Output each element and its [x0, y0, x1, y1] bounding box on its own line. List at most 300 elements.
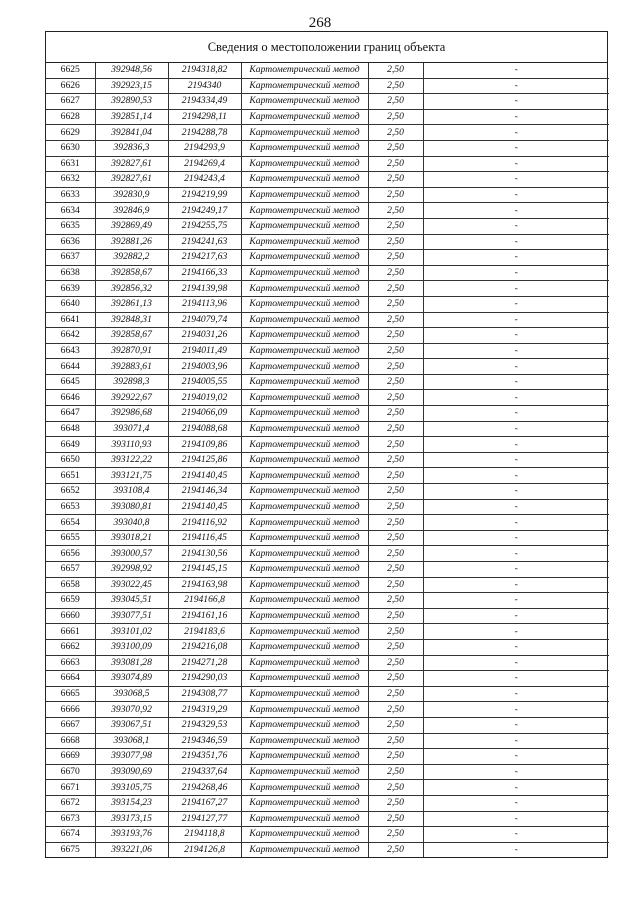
accuracy-cell: 2,50	[368, 780, 423, 796]
description-cell: -	[423, 234, 609, 250]
point-number-cell: 6666	[46, 702, 95, 718]
x-coordinate-cell: 392851,14	[95, 109, 168, 125]
x-coordinate-cell: 393068,5	[95, 686, 168, 702]
x-coordinate-cell: 392861,13	[95, 296, 168, 312]
table-row	[46, 624, 609, 640]
point-number-cell: 6655	[46, 530, 95, 546]
y-coordinate-cell: 2194340	[168, 78, 241, 94]
x-coordinate-cell: 393108,4	[95, 484, 168, 500]
x-coordinate-cell: 392827,61	[95, 156, 168, 172]
x-coordinate-cell: 392986,68	[95, 406, 168, 422]
table-row	[46, 733, 609, 749]
y-coordinate-cell: 2194293,9	[168, 140, 241, 156]
method-cell: Картометрический метод	[241, 686, 368, 702]
point-number-cell: 6647	[46, 406, 95, 422]
description-cell: -	[423, 343, 609, 359]
point-number-cell: 6650	[46, 452, 95, 468]
table-row	[46, 172, 609, 188]
accuracy-cell: 2,50	[368, 328, 423, 344]
x-coordinate-cell: 393071,4	[95, 421, 168, 437]
method-cell: Картометрический метод	[241, 608, 368, 624]
point-number-cell: 6651	[46, 468, 95, 484]
method-cell: Картометрический метод	[241, 218, 368, 234]
y-coordinate-cell: 2194145,15	[168, 562, 241, 578]
x-coordinate-cell: 392898,3	[95, 374, 168, 390]
table-row	[46, 296, 609, 312]
y-coordinate-cell: 2194003,96	[168, 359, 241, 375]
x-coordinate-cell: 392846,9	[95, 203, 168, 219]
accuracy-cell: 2,50	[368, 764, 423, 780]
point-number-cell: 6671	[46, 780, 95, 796]
method-cell: Картометрический метод	[241, 125, 368, 141]
description-cell: -	[423, 218, 609, 234]
description-cell: -	[423, 437, 609, 453]
table-row	[46, 218, 609, 234]
point-number-cell: 6626	[46, 78, 95, 94]
accuracy-cell: 2,50	[368, 172, 423, 188]
point-number-cell: 6672	[46, 795, 95, 811]
description-cell: -	[423, 624, 609, 640]
description-cell: -	[423, 390, 609, 406]
accuracy-cell: 2,50	[368, 234, 423, 250]
table-row	[46, 593, 609, 609]
point-number-cell: 6646	[46, 390, 95, 406]
x-coordinate-cell: 393193,76	[95, 827, 168, 843]
table-row	[46, 109, 609, 125]
coordinates-table	[46, 63, 609, 857]
y-coordinate-cell: 2194288,78	[168, 125, 241, 141]
description-cell: -	[423, 140, 609, 156]
description-cell: -	[423, 811, 609, 827]
accuracy-cell: 2,50	[368, 452, 423, 468]
table-row	[46, 484, 609, 500]
y-coordinate-cell: 2194346,59	[168, 733, 241, 749]
accuracy-cell: 2,50	[368, 203, 423, 219]
y-coordinate-cell: 2194011,49	[168, 343, 241, 359]
y-coordinate-cell: 2194308,77	[168, 686, 241, 702]
point-number-cell: 6628	[46, 109, 95, 125]
description-cell: -	[423, 125, 609, 141]
accuracy-cell: 2,50	[368, 296, 423, 312]
table-row	[46, 780, 609, 796]
method-cell: Картометрический метод	[241, 484, 368, 500]
y-coordinate-cell: 2194031,26	[168, 328, 241, 344]
table-row	[46, 795, 609, 811]
method-cell: Картометрический метод	[241, 94, 368, 110]
point-number-cell: 6675	[46, 842, 95, 857]
accuracy-cell: 2,50	[368, 795, 423, 811]
y-coordinate-cell: 2194005,55	[168, 374, 241, 390]
table-row	[46, 312, 609, 328]
table-row	[46, 827, 609, 843]
description-cell: -	[423, 593, 609, 609]
point-number-cell: 6629	[46, 125, 95, 141]
accuracy-cell: 2,50	[368, 546, 423, 562]
x-coordinate-cell: 392856,32	[95, 281, 168, 297]
table-row	[46, 421, 609, 437]
description-cell: -	[423, 265, 609, 281]
y-coordinate-cell: 2194163,98	[168, 577, 241, 593]
x-coordinate-cell: 392923,15	[95, 78, 168, 94]
y-coordinate-cell: 2194249,17	[168, 203, 241, 219]
x-coordinate-cell: 392881,26	[95, 234, 168, 250]
accuracy-cell: 2,50	[368, 484, 423, 500]
method-cell: Картометрический метод	[241, 172, 368, 188]
accuracy-cell: 2,50	[368, 749, 423, 765]
description-cell: -	[423, 749, 609, 765]
point-number-cell: 6669	[46, 749, 95, 765]
y-coordinate-cell: 2194241,63	[168, 234, 241, 250]
accuracy-cell: 2,50	[368, 421, 423, 437]
point-number-cell: 6633	[46, 187, 95, 203]
description-cell: -	[423, 156, 609, 172]
description-cell: -	[423, 312, 609, 328]
point-number-cell: 6627	[46, 94, 95, 110]
table-header-title: Сведения о местоположении границ объекта	[46, 32, 607, 63]
accuracy-cell: 2,50	[368, 686, 423, 702]
table-row	[46, 187, 609, 203]
description-cell: -	[423, 250, 609, 266]
x-coordinate-cell: 393101,02	[95, 624, 168, 640]
y-coordinate-cell: 2194130,56	[168, 546, 241, 562]
y-coordinate-cell: 2194079,74	[168, 312, 241, 328]
y-coordinate-cell: 2194125,86	[168, 452, 241, 468]
description-cell: -	[423, 421, 609, 437]
y-coordinate-cell: 2194166,33	[168, 265, 241, 281]
description-cell: -	[423, 63, 609, 78]
point-number-cell: 6634	[46, 203, 95, 219]
y-coordinate-cell: 2194066,09	[168, 406, 241, 422]
accuracy-cell: 2,50	[368, 437, 423, 453]
point-number-cell: 6657	[46, 562, 95, 578]
boundary-table-sheet	[45, 31, 608, 858]
description-cell: -	[423, 795, 609, 811]
table-row	[46, 702, 609, 718]
x-coordinate-cell: 393090,69	[95, 764, 168, 780]
method-cell: Картометрический метод	[241, 842, 368, 857]
table-row	[46, 577, 609, 593]
description-cell: -	[423, 717, 609, 733]
accuracy-cell: 2,50	[368, 608, 423, 624]
point-number-cell: 6642	[46, 328, 95, 344]
x-coordinate-cell: 393110,93	[95, 437, 168, 453]
y-coordinate-cell: 2194351,76	[168, 749, 241, 765]
method-cell: Картометрический метод	[241, 78, 368, 94]
method-cell: Картометрический метод	[241, 437, 368, 453]
method-cell: Картометрический метод	[241, 421, 368, 437]
y-coordinate-cell: 2194146,34	[168, 484, 241, 500]
description-cell: -	[423, 639, 609, 655]
point-number-cell: 6636	[46, 234, 95, 250]
point-number-cell: 6667	[46, 717, 95, 733]
x-coordinate-cell: 393070,92	[95, 702, 168, 718]
description-cell: -	[423, 281, 609, 297]
accuracy-cell: 2,50	[368, 94, 423, 110]
point-number-cell: 6674	[46, 827, 95, 843]
table-row	[46, 515, 609, 531]
method-cell: Картометрический метод	[241, 250, 368, 266]
x-coordinate-cell: 393122,22	[95, 452, 168, 468]
method-cell: Картометрический метод	[241, 827, 368, 843]
x-coordinate-cell: 393000,57	[95, 546, 168, 562]
x-coordinate-cell: 392858,67	[95, 265, 168, 281]
description-cell: -	[423, 203, 609, 219]
table-row	[46, 499, 609, 515]
table-row	[46, 562, 609, 578]
x-coordinate-cell: 393077,98	[95, 749, 168, 765]
x-coordinate-cell: 393154,23	[95, 795, 168, 811]
y-coordinate-cell: 2194243,4	[168, 172, 241, 188]
accuracy-cell: 2,50	[368, 281, 423, 297]
table-row	[46, 811, 609, 827]
point-number-cell: 6663	[46, 655, 95, 671]
method-cell: Картометрический метод	[241, 593, 368, 609]
point-number-cell: 6637	[46, 250, 95, 266]
y-coordinate-cell: 2194268,46	[168, 780, 241, 796]
point-number-cell: 6665	[46, 686, 95, 702]
point-number-cell: 6649	[46, 437, 95, 453]
x-coordinate-cell: 393077,51	[95, 608, 168, 624]
point-number-cell: 6661	[46, 624, 95, 640]
accuracy-cell: 2,50	[368, 717, 423, 733]
method-cell: Картометрический метод	[241, 109, 368, 125]
table-row	[46, 546, 609, 562]
point-number-cell: 6662	[46, 639, 95, 655]
method-cell: Картометрический метод	[241, 265, 368, 281]
table-row	[46, 250, 609, 266]
method-cell: Картометрический метод	[241, 406, 368, 422]
x-coordinate-cell: 393045,51	[95, 593, 168, 609]
x-coordinate-cell: 392841,04	[95, 125, 168, 141]
method-cell: Картометрический метод	[241, 624, 368, 640]
accuracy-cell: 2,50	[368, 156, 423, 172]
x-coordinate-cell: 393068,1	[95, 733, 168, 749]
method-cell: Картометрический метод	[241, 468, 368, 484]
x-coordinate-cell: 393121,75	[95, 468, 168, 484]
accuracy-cell: 2,50	[368, 343, 423, 359]
method-cell: Картометрический метод	[241, 281, 368, 297]
accuracy-cell: 2,50	[368, 671, 423, 687]
y-coordinate-cell: 2194216,08	[168, 639, 241, 655]
description-cell: -	[423, 562, 609, 578]
accuracy-cell: 2,50	[368, 140, 423, 156]
x-coordinate-cell: 393173,15	[95, 811, 168, 827]
description-cell: -	[423, 187, 609, 203]
table-row	[46, 281, 609, 297]
x-coordinate-cell: 392869,49	[95, 218, 168, 234]
x-coordinate-cell: 393040,8	[95, 515, 168, 531]
accuracy-cell: 2,50	[368, 593, 423, 609]
description-cell: -	[423, 546, 609, 562]
description-cell: -	[423, 452, 609, 468]
method-cell: Картометрический метод	[241, 140, 368, 156]
description-cell: -	[423, 608, 609, 624]
accuracy-cell: 2,50	[368, 187, 423, 203]
table-row	[46, 343, 609, 359]
point-number-cell: 6673	[46, 811, 95, 827]
point-number-cell: 6654	[46, 515, 95, 531]
description-cell: -	[423, 406, 609, 422]
method-cell: Картометрический метод	[241, 156, 368, 172]
table-row	[46, 125, 609, 141]
x-coordinate-cell: 393074,89	[95, 671, 168, 687]
y-coordinate-cell: 2194109,86	[168, 437, 241, 453]
description-cell: -	[423, 328, 609, 344]
y-coordinate-cell: 2194337,64	[168, 764, 241, 780]
y-coordinate-cell: 2194319,29	[168, 702, 241, 718]
y-coordinate-cell: 2194271,28	[168, 655, 241, 671]
method-cell: Картометрический метод	[241, 749, 368, 765]
table-row	[46, 203, 609, 219]
point-number-cell: 6658	[46, 577, 95, 593]
accuracy-cell: 2,50	[368, 265, 423, 281]
x-coordinate-cell: 392890,53	[95, 94, 168, 110]
accuracy-cell: 2,50	[368, 312, 423, 328]
table-row	[46, 655, 609, 671]
accuracy-cell: 2,50	[368, 374, 423, 390]
method-cell: Картометрический метод	[241, 546, 368, 562]
method-cell: Картометрический метод	[241, 655, 368, 671]
x-coordinate-cell: 392827,61	[95, 172, 168, 188]
table-row	[46, 63, 609, 78]
table-row	[46, 717, 609, 733]
table-row	[46, 94, 609, 110]
accuracy-cell: 2,50	[368, 842, 423, 857]
x-coordinate-cell: 393022,45	[95, 577, 168, 593]
x-coordinate-cell: 392998,92	[95, 562, 168, 578]
method-cell: Картометрический метод	[241, 499, 368, 515]
y-coordinate-cell: 2194088,68	[168, 421, 241, 437]
method-cell: Картометрический метод	[241, 515, 368, 531]
point-number-cell: 6656	[46, 546, 95, 562]
point-number-cell: 6659	[46, 593, 95, 609]
y-coordinate-cell: 2194269,4	[168, 156, 241, 172]
accuracy-cell: 2,50	[368, 702, 423, 718]
method-cell: Картометрический метод	[241, 733, 368, 749]
y-coordinate-cell: 2194334,49	[168, 94, 241, 110]
x-coordinate-cell: 393080,81	[95, 499, 168, 515]
accuracy-cell: 2,50	[368, 624, 423, 640]
y-coordinate-cell: 2194298,11	[168, 109, 241, 125]
point-number-cell: 6630	[46, 140, 95, 156]
method-cell: Картометрический метод	[241, 359, 368, 375]
description-cell: -	[423, 374, 609, 390]
method-cell: Картометрический метод	[241, 234, 368, 250]
method-cell: Картометрический метод	[241, 452, 368, 468]
accuracy-cell: 2,50	[368, 125, 423, 141]
point-number-cell: 6670	[46, 764, 95, 780]
table-row	[46, 390, 609, 406]
x-coordinate-cell: 393105,75	[95, 780, 168, 796]
y-coordinate-cell: 2194161,16	[168, 608, 241, 624]
accuracy-cell: 2,50	[368, 63, 423, 78]
table-row	[46, 406, 609, 422]
x-coordinate-cell: 392922,67	[95, 390, 168, 406]
description-cell: -	[423, 94, 609, 110]
description-cell: -	[423, 484, 609, 500]
point-number-cell: 6632	[46, 172, 95, 188]
description-cell: -	[423, 780, 609, 796]
table-row	[46, 530, 609, 546]
method-cell: Картометрический метод	[241, 296, 368, 312]
table-row	[46, 359, 609, 375]
description-cell: -	[423, 764, 609, 780]
method-cell: Картометрический метод	[241, 811, 368, 827]
y-coordinate-cell: 2194290,03	[168, 671, 241, 687]
description-cell: -	[423, 172, 609, 188]
accuracy-cell: 2,50	[368, 406, 423, 422]
y-coordinate-cell: 2194217,63	[168, 250, 241, 266]
x-coordinate-cell: 392870,91	[95, 343, 168, 359]
table-row	[46, 437, 609, 453]
point-number-cell: 6648	[46, 421, 95, 437]
x-coordinate-cell: 392830,9	[95, 187, 168, 203]
description-cell: -	[423, 530, 609, 546]
accuracy-cell: 2,50	[368, 811, 423, 827]
x-coordinate-cell: 393100,09	[95, 639, 168, 655]
description-cell: -	[423, 671, 609, 687]
y-coordinate-cell: 2194255,75	[168, 218, 241, 234]
y-coordinate-cell: 2194140,45	[168, 499, 241, 515]
y-coordinate-cell: 2194019,02	[168, 390, 241, 406]
y-coordinate-cell: 2194166,8	[168, 593, 241, 609]
y-coordinate-cell: 2194116,45	[168, 530, 241, 546]
table-row	[46, 156, 609, 172]
accuracy-cell: 2,50	[368, 530, 423, 546]
accuracy-cell: 2,50	[368, 733, 423, 749]
point-number-cell: 6631	[46, 156, 95, 172]
method-cell: Картометрический метод	[241, 343, 368, 359]
accuracy-cell: 2,50	[368, 78, 423, 94]
table-row	[46, 749, 609, 765]
description-cell: -	[423, 577, 609, 593]
accuracy-cell: 2,50	[368, 250, 423, 266]
accuracy-cell: 2,50	[368, 359, 423, 375]
description-cell: -	[423, 109, 609, 125]
method-cell: Картометрический метод	[241, 764, 368, 780]
y-coordinate-cell: 2194127,77	[168, 811, 241, 827]
method-cell: Картометрический метод	[241, 639, 368, 655]
x-coordinate-cell: 392882,2	[95, 250, 168, 266]
x-coordinate-cell: 393081,28	[95, 655, 168, 671]
method-cell: Картометрический метод	[241, 780, 368, 796]
table-row	[46, 374, 609, 390]
point-number-cell: 6635	[46, 218, 95, 234]
table-row	[46, 686, 609, 702]
description-cell: -	[423, 702, 609, 718]
y-coordinate-cell: 2194118,8	[168, 827, 241, 843]
y-coordinate-cell: 2194219,99	[168, 187, 241, 203]
y-coordinate-cell: 2194139,98	[168, 281, 241, 297]
y-coordinate-cell: 2194329,53	[168, 717, 241, 733]
point-number-cell: 6668	[46, 733, 95, 749]
description-cell: -	[423, 686, 609, 702]
y-coordinate-cell: 2194183,6	[168, 624, 241, 640]
description-cell: -	[423, 78, 609, 94]
accuracy-cell: 2,50	[368, 218, 423, 234]
accuracy-cell: 2,50	[368, 109, 423, 125]
x-coordinate-cell: 393067,51	[95, 717, 168, 733]
description-cell: -	[423, 296, 609, 312]
method-cell: Картометрический метод	[241, 671, 368, 687]
accuracy-cell: 2,50	[368, 390, 423, 406]
point-number-cell: 6625	[46, 63, 95, 78]
x-coordinate-cell: 393221,06	[95, 842, 168, 857]
point-number-cell: 6645	[46, 374, 95, 390]
table-row	[46, 328, 609, 344]
x-coordinate-cell: 392883,61	[95, 359, 168, 375]
point-number-cell: 6653	[46, 499, 95, 515]
